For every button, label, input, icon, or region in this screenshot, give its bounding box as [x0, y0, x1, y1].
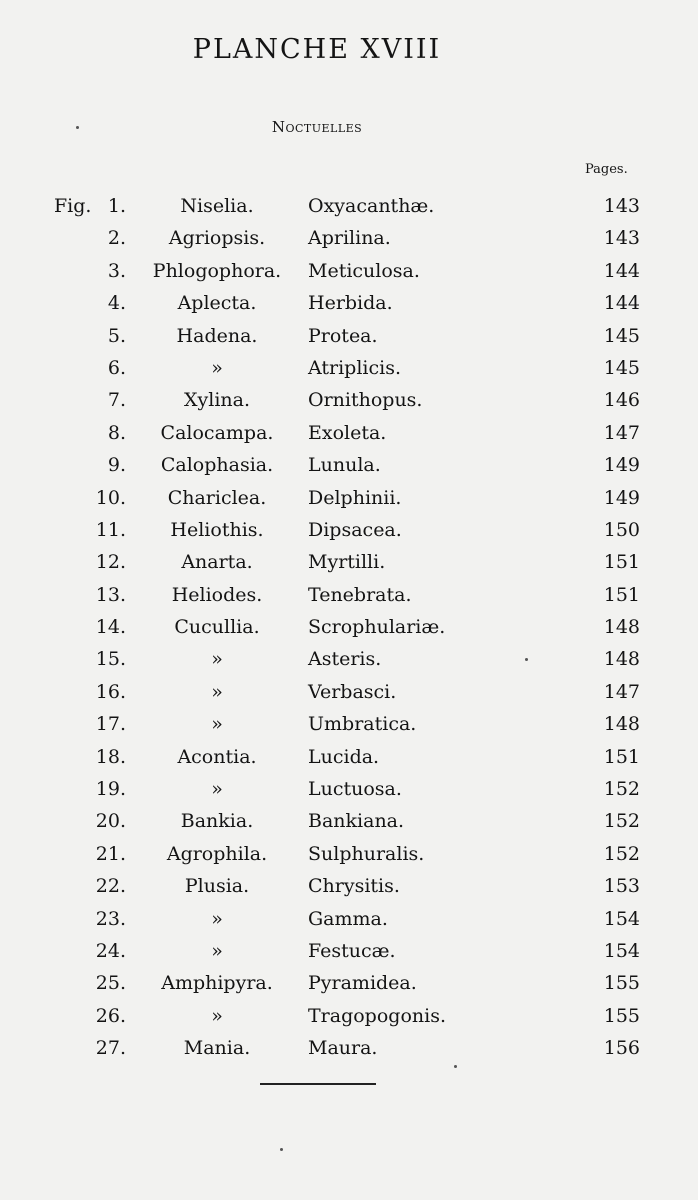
page-number: 148 [603, 648, 640, 671]
species-name: Protea. [308, 324, 378, 347]
page-number: 156 [603, 1037, 640, 1060]
paper-speck [454, 1065, 457, 1068]
figure-number: 9. [107, 454, 126, 477]
figure-number: 1. [107, 195, 126, 217]
genus-name-text: » [211, 356, 223, 379]
species-name: Oxyacanthæ. [308, 195, 435, 217]
paper-speck [76, 126, 79, 129]
genus-name-text: » [211, 907, 223, 930]
genus-name-text: Anarta. [181, 551, 253, 574]
species-name: Myrtilli. [308, 551, 386, 574]
figure-number: 26. [95, 1004, 126, 1027]
table-row [0, 190, 698, 222]
page-number: 145 [603, 324, 640, 347]
table-row [0, 1032, 698, 1064]
species-name: Bankiana. [308, 810, 405, 833]
closing-rule [260, 1083, 376, 1085]
species-name: Maura. [308, 1037, 378, 1060]
genus-name-text: » [211, 648, 223, 671]
genus-name-text: Heliodes. [171, 583, 263, 606]
species-name: Lucida. [308, 745, 380, 768]
species-name: Festucæ. [308, 939, 396, 962]
species-name: Gamma. [308, 907, 388, 930]
figure-number: 16. [95, 680, 126, 703]
genus-name-text: Amphipyra. [161, 972, 273, 995]
species-name: Dipsacea. [308, 518, 402, 541]
genus-name-text: Heliothis. [170, 518, 264, 541]
page-number: 149 [603, 486, 640, 509]
species-name: Umbratica. [308, 713, 417, 736]
species-name: Luctuosa. [308, 778, 402, 801]
page-number: 153 [603, 875, 640, 898]
section-subtitle: Noctuelles [271, 118, 363, 136]
page-number: 154 [603, 907, 640, 930]
page-number: 152 [603, 810, 640, 833]
species-name: Scrophulariæ. [308, 616, 446, 639]
table-row [0, 741, 698, 773]
table-row [0, 903, 698, 935]
figure-number: 15. [95, 648, 126, 671]
plate-title: PLANCHE XVIII [192, 34, 442, 65]
genus-name-text: Plusia. [184, 875, 250, 898]
page-number: 155 [603, 972, 640, 995]
page-number: 151 [603, 551, 640, 574]
species-name: Meticulosa. [308, 259, 420, 282]
figure-number: 23. [95, 907, 126, 930]
species-name: Verbasci. [308, 680, 397, 703]
genus-name-text: Calocampa. [160, 421, 274, 444]
genus-name-text: Phlogophora. [152, 259, 282, 282]
page-number: 146 [603, 389, 640, 412]
page-number: 154 [603, 939, 640, 962]
genus-name-text: » [211, 713, 223, 736]
species-name: Lunula. [308, 454, 381, 477]
figure-number: 19. [95, 778, 126, 801]
genus-name-text: Aplecta. [177, 292, 257, 315]
genus-name-text: Acontia. [177, 745, 257, 768]
figure-number: 2. [107, 227, 126, 250]
figure-number: 3. [107, 259, 126, 282]
genus-name-text: Agrophila. [166, 842, 268, 865]
page-number: 148 [603, 713, 640, 736]
page-number: 143 [603, 195, 640, 217]
figure-number: 13. [95, 583, 126, 606]
table-row [0, 222, 698, 254]
genus-name-text: » [211, 680, 223, 703]
species-name: Herbida. [308, 292, 393, 315]
genus-name-text: Cucullia. [174, 616, 260, 639]
genus-name-text: Agriopsis. [168, 227, 266, 250]
table-row [0, 870, 698, 902]
table-row [0, 514, 698, 546]
table-row [0, 935, 698, 967]
figure-number: 6. [107, 356, 126, 379]
table-row [0, 482, 698, 514]
table-row [0, 384, 698, 416]
genus-name-text: Hadena. [176, 324, 258, 347]
genus-name-text: » [211, 1004, 223, 1027]
page-number: 151 [603, 745, 640, 768]
figure-number: 21. [95, 842, 126, 865]
table-row [0, 611, 698, 643]
genus-name-text: Calophasia. [160, 454, 274, 477]
species-name: Atriplicis. [308, 356, 402, 379]
table-row [0, 579, 698, 611]
figure-number: 22. [95, 875, 126, 898]
table-row [0, 287, 698, 319]
table-row [0, 1000, 698, 1032]
figure-number: 18. [95, 745, 126, 768]
page-number: 147 [603, 421, 640, 444]
table-row [0, 967, 698, 999]
figure-number: 8. [107, 421, 126, 444]
table-row [0, 708, 698, 740]
figure-number: 4. [107, 292, 126, 315]
species-name: Chrysitis. [308, 875, 400, 898]
figure-prefix: Fig. [54, 195, 92, 217]
table-row [0, 805, 698, 837]
species-name: Asteris. [308, 648, 382, 671]
species-name: Exoleta. [308, 421, 387, 444]
table-row [0, 417, 698, 449]
page-number: 147 [603, 680, 640, 703]
page-number: 148 [603, 616, 640, 639]
page-number: 151 [603, 583, 640, 606]
table-row [0, 643, 698, 675]
figure-number: 20. [95, 810, 126, 833]
figure-number: 17. [95, 713, 126, 736]
pages-column-header: Pages. [585, 162, 628, 177]
table-row [0, 449, 698, 481]
species-name: Aprilina. [308, 227, 391, 250]
table-row [0, 255, 698, 287]
page-number: 150 [603, 518, 640, 541]
table-row [0, 773, 698, 805]
table-row [0, 676, 698, 708]
genus-name-text: Chariclea. [167, 486, 267, 509]
genus-name-text: Bankia. [180, 810, 254, 833]
species-name: Delphinii. [308, 486, 402, 509]
figure-number: 27. [95, 1037, 126, 1060]
figure-number: 14. [95, 616, 126, 639]
table-row [0, 352, 698, 384]
figure-number: 10. [95, 486, 126, 509]
species-name: Tenebrata. [308, 583, 412, 606]
species-name: Ornithopus. [308, 389, 423, 412]
page-number: 144 [603, 259, 640, 282]
paper-speck [525, 658, 528, 661]
page-number: 144 [603, 292, 640, 315]
table-row [0, 546, 698, 578]
page-number: 143 [603, 227, 640, 250]
figure-number: 24. [95, 939, 126, 962]
page-number: 145 [603, 356, 640, 379]
figure-number: 5. [107, 324, 126, 347]
genus-name-text: Mania. [183, 1037, 251, 1060]
figure-number: 25. [95, 972, 126, 995]
page-number: 152 [603, 842, 640, 865]
genus-name-text: » [211, 778, 223, 801]
paper-speck [280, 1148, 283, 1151]
species-name: Pyramidea. [308, 972, 417, 995]
genus-name-text: » [211, 939, 223, 962]
page-number: 155 [603, 1004, 640, 1027]
page-number: 149 [603, 454, 640, 477]
genus-name-text: Niselia. [180, 195, 254, 217]
table-row [0, 320, 698, 352]
figure-number: 7. [107, 389, 126, 412]
species-name: Tragopogonis. [308, 1004, 446, 1027]
figure-list [0, 190, 698, 1065]
figure-number: 11. [95, 518, 126, 541]
figure-number: 12. [95, 551, 126, 574]
page-number: 152 [603, 778, 640, 801]
genus-name-text: Xylina. [183, 389, 251, 412]
table-row [0, 838, 698, 870]
species-name: Sulphuralis. [308, 842, 425, 865]
